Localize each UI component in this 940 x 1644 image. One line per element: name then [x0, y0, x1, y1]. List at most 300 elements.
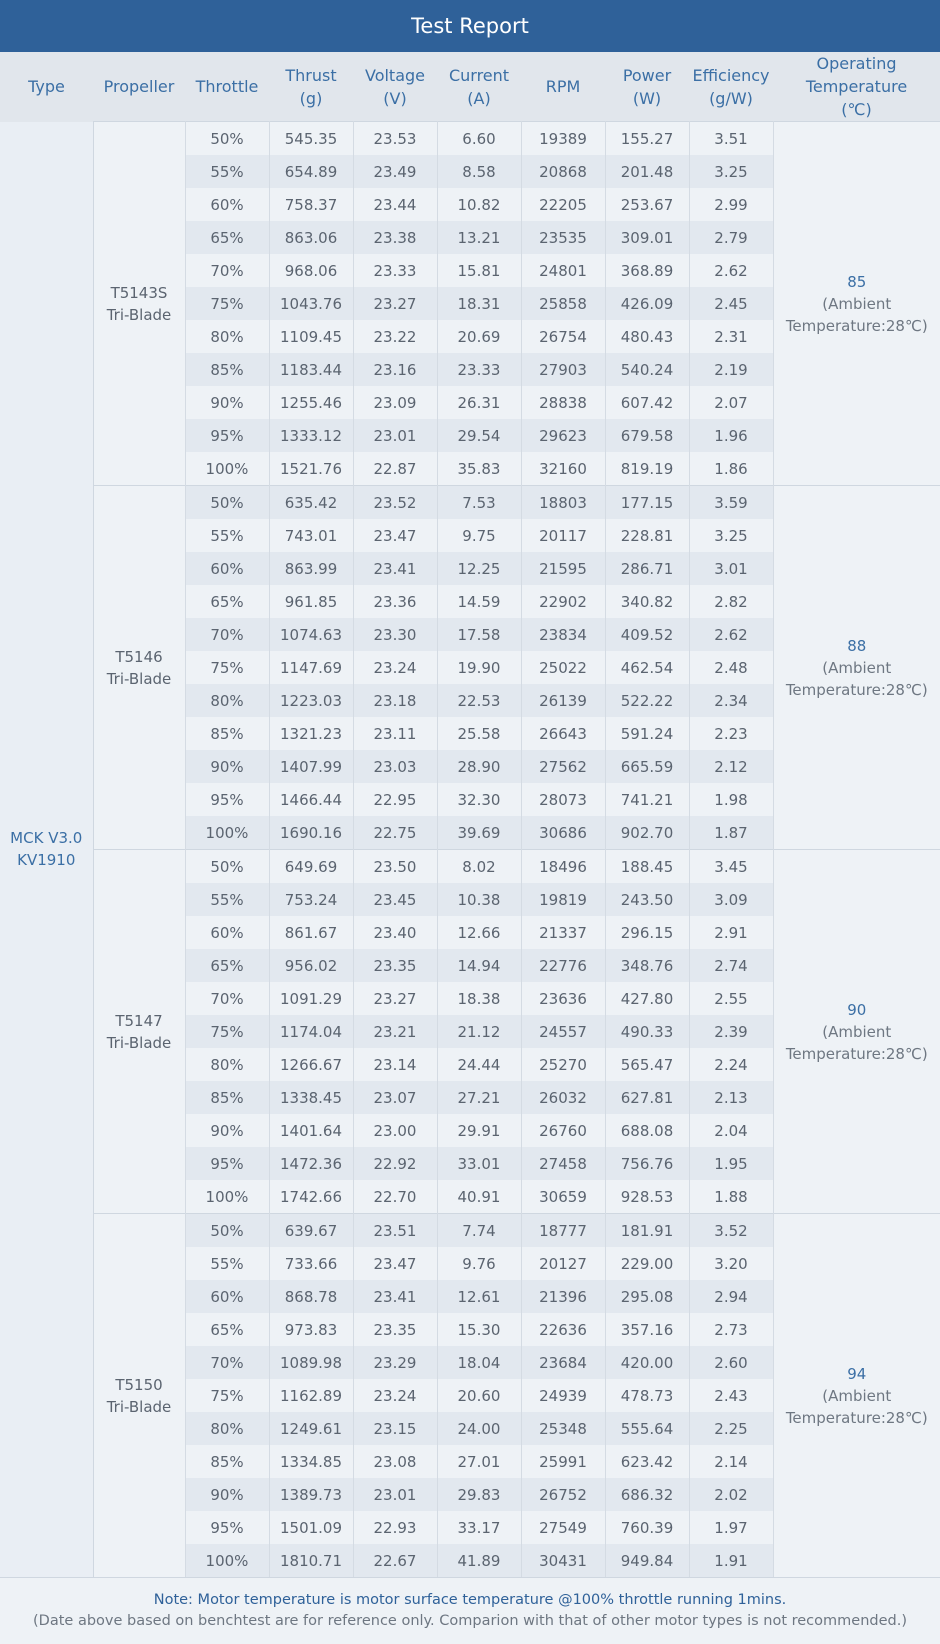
cell-throttle: 60% — [185, 916, 269, 949]
cell-rpm: 24939 — [521, 1379, 605, 1412]
cell-voltage: 23.52 — [353, 486, 437, 520]
cell-efficiency: 3.09 — [689, 883, 773, 916]
cell-current: 35.83 — [437, 452, 521, 486]
cell-current: 41.89 — [437, 1544, 521, 1577]
footer-note: Note: Motor temperature is motor surface temperature @100% throttle running 1mins. — [153, 1592, 787, 1608]
cell-voltage: 22.70 — [353, 1180, 437, 1214]
cell-power: 686.32 — [605, 1478, 689, 1511]
cell-rpm: 27549 — [521, 1511, 605, 1544]
cell-voltage: 23.21 — [353, 1015, 437, 1048]
cell-thrust: 1389.73 — [269, 1478, 353, 1511]
cell-current: 15.30 — [437, 1313, 521, 1346]
cell-voltage: 23.49 — [353, 155, 437, 188]
cell-current: 29.54 — [437, 419, 521, 452]
cell-efficiency: 2.60 — [689, 1346, 773, 1379]
cell-efficiency: 2.48 — [689, 651, 773, 684]
cell-power: 679.58 — [605, 419, 689, 452]
cell-voltage: 23.09 — [353, 386, 437, 419]
cell-efficiency: 2.25 — [689, 1412, 773, 1445]
cell-thrust: 1810.71 — [269, 1544, 353, 1577]
cell-current: 10.82 — [437, 188, 521, 221]
temperature-value: 88 — [847, 636, 867, 655]
ambient-temperature-label: (Ambient — [822, 658, 892, 677]
cell-voltage: 23.08 — [353, 1445, 437, 1478]
cell-efficiency: 2.19 — [689, 353, 773, 386]
cell-thrust: 654.89 — [269, 155, 353, 188]
cell-throttle: 75% — [185, 1015, 269, 1048]
cell-efficiency: 1.96 — [689, 419, 773, 452]
column-header-text: Operating — [816, 54, 897, 73]
ambient-temperature-label: (Ambient — [822, 1386, 892, 1405]
cell-throttle: 80% — [185, 1048, 269, 1081]
cell-thrust: 1472.36 — [269, 1147, 353, 1180]
cell-throttle: 50% — [185, 850, 269, 884]
cell-thrust: 861.67 — [269, 916, 353, 949]
cell-thrust: 1162.89 — [269, 1379, 353, 1412]
cell-power: 623.42 — [605, 1445, 689, 1478]
cell-current: 19.90 — [437, 651, 521, 684]
cell-rpm: 28073 — [521, 783, 605, 816]
cell-efficiency: 3.45 — [689, 850, 773, 884]
column-header-text: (℃) — [841, 100, 872, 119]
cell-voltage: 23.41 — [353, 552, 437, 585]
cell-thrust: 545.35 — [269, 122, 353, 156]
cell-throttle: 65% — [185, 585, 269, 618]
report-footer — [0, 1577, 940, 1644]
cell-power: 155.27 — [605, 122, 689, 156]
cell-rpm: 25348 — [521, 1412, 605, 1445]
cell-throttle: 70% — [185, 254, 269, 287]
cell-voltage: 22.92 — [353, 1147, 437, 1180]
table-row — [0, 1214, 940, 1248]
cell-efficiency: 3.52 — [689, 1214, 773, 1248]
cell-thrust: 1043.76 — [269, 287, 353, 320]
cell-throttle: 80% — [185, 684, 269, 717]
propeller-blade-type: Tri-Blade — [106, 1033, 172, 1052]
cell-efficiency: 3.25 — [689, 519, 773, 552]
cell-voltage: 23.45 — [353, 883, 437, 916]
cell-thrust: 1147.69 — [269, 651, 353, 684]
cell-current: 12.66 — [437, 916, 521, 949]
cell-voltage: 23.51 — [353, 1214, 437, 1248]
cell-voltage: 23.38 — [353, 221, 437, 254]
cell-efficiency: 1.98 — [689, 783, 773, 816]
propeller-model: T5147 — [115, 1011, 163, 1030]
cell-power: 348.76 — [605, 949, 689, 982]
propeller-model: T5143S — [110, 283, 168, 302]
cell-thrust: 1183.44 — [269, 353, 353, 386]
cell-voltage: 23.14 — [353, 1048, 437, 1081]
column-header-temperature — [773, 52, 940, 122]
cell-throttle: 90% — [185, 1114, 269, 1147]
cell-rpm: 26760 — [521, 1114, 605, 1147]
cell-power: 480.43 — [605, 320, 689, 353]
cell-voltage: 23.22 — [353, 320, 437, 353]
column-header-text: (V) — [383, 88, 407, 108]
cell-current: 33.01 — [437, 1147, 521, 1180]
cell-efficiency: 3.25 — [689, 155, 773, 188]
cell-efficiency: 2.82 — [689, 585, 773, 618]
cell-thrust: 1089.98 — [269, 1346, 353, 1379]
cell-current: 13.21 — [437, 221, 521, 254]
ambient-temperature-value: Temperature:28℃) — [785, 316, 928, 335]
cell-efficiency: 2.55 — [689, 982, 773, 1015]
cell-efficiency: 1.88 — [689, 1180, 773, 1214]
cell-power: 309.01 — [605, 221, 689, 254]
cell-power: 665.59 — [605, 750, 689, 783]
cell-throttle: 90% — [185, 386, 269, 419]
cell-efficiency: 1.86 — [689, 452, 773, 486]
column-header-thrust — [269, 52, 353, 122]
column-header-text: Propeller — [103, 77, 175, 96]
cell-throttle: 95% — [185, 419, 269, 452]
ambient-temperature-value: Temperature:28℃) — [785, 1044, 928, 1063]
cell-power: 409.52 — [605, 618, 689, 651]
cell-voltage: 23.47 — [353, 1247, 437, 1280]
cell-current: 20.69 — [437, 320, 521, 353]
cell-rpm: 18777 — [521, 1214, 605, 1248]
cell-throttle: 95% — [185, 1147, 269, 1180]
cell-voltage: 23.01 — [353, 419, 437, 452]
cell-power: 555.64 — [605, 1412, 689, 1445]
propeller-cell — [93, 1214, 185, 1578]
cell-voltage: 23.35 — [353, 949, 437, 982]
cell-power: 760.39 — [605, 1511, 689, 1544]
ambient-temperature-label: (Ambient — [822, 1022, 892, 1041]
column-header-rpm — [521, 52, 605, 122]
cell-current: 27.01 — [437, 1445, 521, 1478]
cell-power: 357.16 — [605, 1313, 689, 1346]
cell-efficiency: 2.23 — [689, 717, 773, 750]
cell-thrust: 1321.23 — [269, 717, 353, 750]
cell-rpm: 26754 — [521, 320, 605, 353]
cell-thrust: 1266.67 — [269, 1048, 353, 1081]
cell-thrust: 1521.76 — [269, 452, 353, 486]
column-header-voltage — [353, 52, 437, 122]
cell-rpm: 19819 — [521, 883, 605, 916]
cell-power: 565.47 — [605, 1048, 689, 1081]
column-header-text: Current — [448, 65, 510, 85]
cell-voltage: 23.33 — [353, 254, 437, 287]
operating-temperature-cell — [773, 122, 940, 486]
column-header-current — [437, 52, 521, 122]
cell-throttle: 70% — [185, 982, 269, 1015]
cell-current: 22.53 — [437, 684, 521, 717]
cell-rpm: 25022 — [521, 651, 605, 684]
table-row — [0, 850, 940, 884]
cell-thrust: 753.24 — [269, 883, 353, 916]
cell-current: 6.60 — [437, 122, 521, 156]
propeller-cell — [93, 486, 185, 850]
propeller-blade-type: Tri-Blade — [106, 669, 172, 688]
cell-power: 295.08 — [605, 1280, 689, 1313]
test-report-table — [0, 52, 940, 1577]
cell-thrust: 956.02 — [269, 949, 353, 982]
cell-throttle: 50% — [185, 486, 269, 520]
cell-current: 39.69 — [437, 816, 521, 850]
table-header-row — [0, 52, 940, 122]
operating-temperature-cell — [773, 486, 940, 850]
cell-voltage: 22.87 — [353, 452, 437, 486]
cell-voltage: 23.36 — [353, 585, 437, 618]
column-header-text: Thrust — [285, 65, 337, 85]
cell-power: 427.80 — [605, 982, 689, 1015]
cell-throttle: 60% — [185, 188, 269, 221]
cell-rpm: 20117 — [521, 519, 605, 552]
cell-thrust: 863.99 — [269, 552, 353, 585]
cell-throttle: 65% — [185, 949, 269, 982]
cell-power: 902.70 — [605, 816, 689, 850]
cell-current: 27.21 — [437, 1081, 521, 1114]
column-header-type — [0, 52, 93, 122]
cell-thrust: 649.69 — [269, 850, 353, 884]
cell-rpm: 23636 — [521, 982, 605, 1015]
cell-power: 928.53 — [605, 1180, 689, 1214]
motor-type-kv: KV1910 — [17, 851, 76, 870]
cell-current: 28.90 — [437, 750, 521, 783]
table-body — [0, 122, 940, 1578]
cell-thrust: 1334.85 — [269, 1445, 353, 1478]
cell-rpm: 28838 — [521, 386, 605, 419]
cell-power: 591.24 — [605, 717, 689, 750]
column-header-text: (g/W) — [709, 88, 753, 108]
cell-efficiency: 2.39 — [689, 1015, 773, 1048]
cell-efficiency: 3.20 — [689, 1247, 773, 1280]
cell-throttle: 100% — [185, 452, 269, 486]
cell-voltage: 23.24 — [353, 1379, 437, 1412]
cell-thrust: 1174.04 — [269, 1015, 353, 1048]
cell-efficiency: 2.91 — [689, 916, 773, 949]
cell-rpm: 18496 — [521, 850, 605, 884]
propeller-blade-type: Tri-Blade — [106, 305, 172, 324]
cell-throttle: 100% — [185, 1180, 269, 1214]
cell-power: 741.21 — [605, 783, 689, 816]
cell-rpm: 27458 — [521, 1147, 605, 1180]
cell-thrust: 1501.09 — [269, 1511, 353, 1544]
propeller-cell — [93, 850, 185, 1214]
cell-rpm: 21396 — [521, 1280, 605, 1313]
cell-power: 420.00 — [605, 1346, 689, 1379]
cell-efficiency: 3.51 — [689, 122, 773, 156]
cell-efficiency: 2.94 — [689, 1280, 773, 1313]
cell-voltage: 23.30 — [353, 618, 437, 651]
cell-rpm: 22902 — [521, 585, 605, 618]
cell-efficiency: 3.01 — [689, 552, 773, 585]
cell-thrust: 635.42 — [269, 486, 353, 520]
cell-voltage: 23.01 — [353, 1478, 437, 1511]
cell-efficiency: 2.62 — [689, 254, 773, 287]
cell-voltage: 23.00 — [353, 1114, 437, 1147]
cell-current: 17.58 — [437, 618, 521, 651]
cell-voltage: 23.27 — [353, 982, 437, 1015]
cell-current: 21.12 — [437, 1015, 521, 1048]
table-row — [0, 122, 940, 156]
cell-rpm: 23684 — [521, 1346, 605, 1379]
cell-rpm: 29623 — [521, 419, 605, 452]
column-header-text: Type — [28, 77, 65, 97]
cell-voltage: 23.41 — [353, 1280, 437, 1313]
cell-rpm: 30431 — [521, 1544, 605, 1577]
cell-rpm: 27562 — [521, 750, 605, 783]
cell-thrust: 743.01 — [269, 519, 353, 552]
cell-thrust: 758.37 — [269, 188, 353, 221]
cell-current: 7.74 — [437, 1214, 521, 1248]
cell-power: 607.42 — [605, 386, 689, 419]
operating-temperature-cell — [773, 850, 940, 1214]
column-header-efficiency — [689, 52, 773, 122]
cell-rpm: 22205 — [521, 188, 605, 221]
cell-thrust: 1407.99 — [269, 750, 353, 783]
cell-power: 819.19 — [605, 452, 689, 486]
cell-efficiency: 1.87 — [689, 816, 773, 850]
cell-rpm: 26643 — [521, 717, 605, 750]
cell-power: 286.71 — [605, 552, 689, 585]
cell-voltage: 22.93 — [353, 1511, 437, 1544]
cell-thrust: 1333.12 — [269, 419, 353, 452]
cell-throttle: 90% — [185, 1478, 269, 1511]
cell-current: 8.02 — [437, 850, 521, 884]
cell-voltage: 23.40 — [353, 916, 437, 949]
cell-current: 20.60 — [437, 1379, 521, 1412]
cell-efficiency: 2.34 — [689, 684, 773, 717]
cell-throttle: 75% — [185, 651, 269, 684]
cell-rpm: 25270 — [521, 1048, 605, 1081]
column-header-text: Temperature — [805, 77, 908, 96]
operating-temperature-cell — [773, 1214, 940, 1578]
cell-thrust: 1690.16 — [269, 816, 353, 850]
cell-thrust: 639.67 — [269, 1214, 353, 1248]
cell-thrust: 1338.45 — [269, 1081, 353, 1114]
cell-throttle: 75% — [185, 287, 269, 320]
propeller-model: T5146 — [115, 647, 163, 666]
cell-power: 368.89 — [605, 254, 689, 287]
cell-power: 627.81 — [605, 1081, 689, 1114]
cell-voltage: 23.29 — [353, 1346, 437, 1379]
cell-current: 25.58 — [437, 717, 521, 750]
cell-efficiency: 2.99 — [689, 188, 773, 221]
cell-efficiency: 1.91 — [689, 1544, 773, 1577]
column-header-propeller — [93, 52, 185, 122]
ambient-temperature-value: Temperature:28℃) — [785, 1408, 928, 1427]
cell-throttle: 60% — [185, 1280, 269, 1313]
cell-voltage: 22.75 — [353, 816, 437, 850]
temperature-value: 85 — [847, 272, 867, 291]
cell-current: 33.17 — [437, 1511, 521, 1544]
column-header-text: (A) — [467, 88, 491, 108]
cell-power: 340.82 — [605, 585, 689, 618]
cell-efficiency: 1.95 — [689, 1147, 773, 1180]
cell-thrust: 968.06 — [269, 254, 353, 287]
cell-rpm: 27903 — [521, 353, 605, 386]
cell-rpm: 24557 — [521, 1015, 605, 1048]
cell-throttle: 100% — [185, 816, 269, 850]
motor-type-name: MCK V3.0 — [10, 829, 83, 848]
cell-voltage: 23.07 — [353, 1081, 437, 1114]
cell-voltage: 23.53 — [353, 122, 437, 156]
cell-power: 253.67 — [605, 188, 689, 221]
cell-voltage: 23.47 — [353, 519, 437, 552]
cell-voltage: 23.24 — [353, 651, 437, 684]
cell-rpm: 20127 — [521, 1247, 605, 1280]
cell-efficiency: 2.31 — [689, 320, 773, 353]
cell-rpm: 21337 — [521, 916, 605, 949]
cell-throttle: 60% — [185, 552, 269, 585]
cell-power: 756.76 — [605, 1147, 689, 1180]
cell-efficiency: 2.02 — [689, 1478, 773, 1511]
cell-voltage: 22.67 — [353, 1544, 437, 1577]
cell-rpm: 30659 — [521, 1180, 605, 1214]
cell-voltage: 23.50 — [353, 850, 437, 884]
cell-efficiency: 2.12 — [689, 750, 773, 783]
cell-current: 32.30 — [437, 783, 521, 816]
cell-throttle: 85% — [185, 1445, 269, 1478]
cell-voltage: 23.03 — [353, 750, 437, 783]
cell-rpm: 24801 — [521, 254, 605, 287]
cell-power: 478.73 — [605, 1379, 689, 1412]
cell-current: 29.91 — [437, 1114, 521, 1147]
cell-throttle: 70% — [185, 1346, 269, 1379]
footer-disclaimer: (Date above based on benchtest are for reference only. Comparion with that of other motor types is not recommended.) — [33, 1613, 907, 1629]
cell-rpm: 26139 — [521, 684, 605, 717]
cell-current: 29.83 — [437, 1478, 521, 1511]
cell-current: 24.00 — [437, 1412, 521, 1445]
cell-throttle: 55% — [185, 155, 269, 188]
cell-thrust: 1109.45 — [269, 320, 353, 353]
cell-power: 177.15 — [605, 486, 689, 520]
cell-rpm: 30686 — [521, 816, 605, 850]
column-header-text: Throttle — [195, 77, 259, 96]
cell-rpm: 22776 — [521, 949, 605, 982]
ambient-temperature-label: (Ambient — [822, 294, 892, 313]
cell-voltage: 22.95 — [353, 783, 437, 816]
cell-efficiency: 1.97 — [689, 1511, 773, 1544]
column-header-power — [605, 52, 689, 122]
cell-rpm: 25858 — [521, 287, 605, 320]
cell-power: 426.09 — [605, 287, 689, 320]
cell-power: 229.00 — [605, 1247, 689, 1280]
cell-current: 24.44 — [437, 1048, 521, 1081]
cell-voltage: 23.15 — [353, 1412, 437, 1445]
cell-current: 23.33 — [437, 353, 521, 386]
propeller-model: T5150 — [115, 1375, 163, 1394]
cell-throttle: 65% — [185, 221, 269, 254]
cell-throttle: 95% — [185, 783, 269, 816]
cell-thrust: 961.85 — [269, 585, 353, 618]
cell-efficiency: 3.59 — [689, 486, 773, 520]
cell-voltage: 23.35 — [353, 1313, 437, 1346]
cell-thrust: 868.78 — [269, 1280, 353, 1313]
cell-voltage: 23.27 — [353, 287, 437, 320]
cell-efficiency: 2.79 — [689, 221, 773, 254]
cell-rpm: 18803 — [521, 486, 605, 520]
cell-power: 490.33 — [605, 1015, 689, 1048]
cell-power: 228.81 — [605, 519, 689, 552]
cell-efficiency: 2.24 — [689, 1048, 773, 1081]
cell-throttle: 50% — [185, 1214, 269, 1248]
cell-power: 462.54 — [605, 651, 689, 684]
cell-thrust: 863.06 — [269, 221, 353, 254]
cell-rpm: 25991 — [521, 1445, 605, 1478]
cell-current: 7.53 — [437, 486, 521, 520]
cell-throttle: 65% — [185, 1313, 269, 1346]
propeller-blade-type: Tri-Blade — [106, 1397, 172, 1416]
cell-voltage: 23.18 — [353, 684, 437, 717]
cell-throttle: 85% — [185, 717, 269, 750]
cell-throttle: 70% — [185, 618, 269, 651]
cell-rpm: 26032 — [521, 1081, 605, 1114]
cell-efficiency: 2.13 — [689, 1081, 773, 1114]
cell-throttle: 55% — [185, 519, 269, 552]
